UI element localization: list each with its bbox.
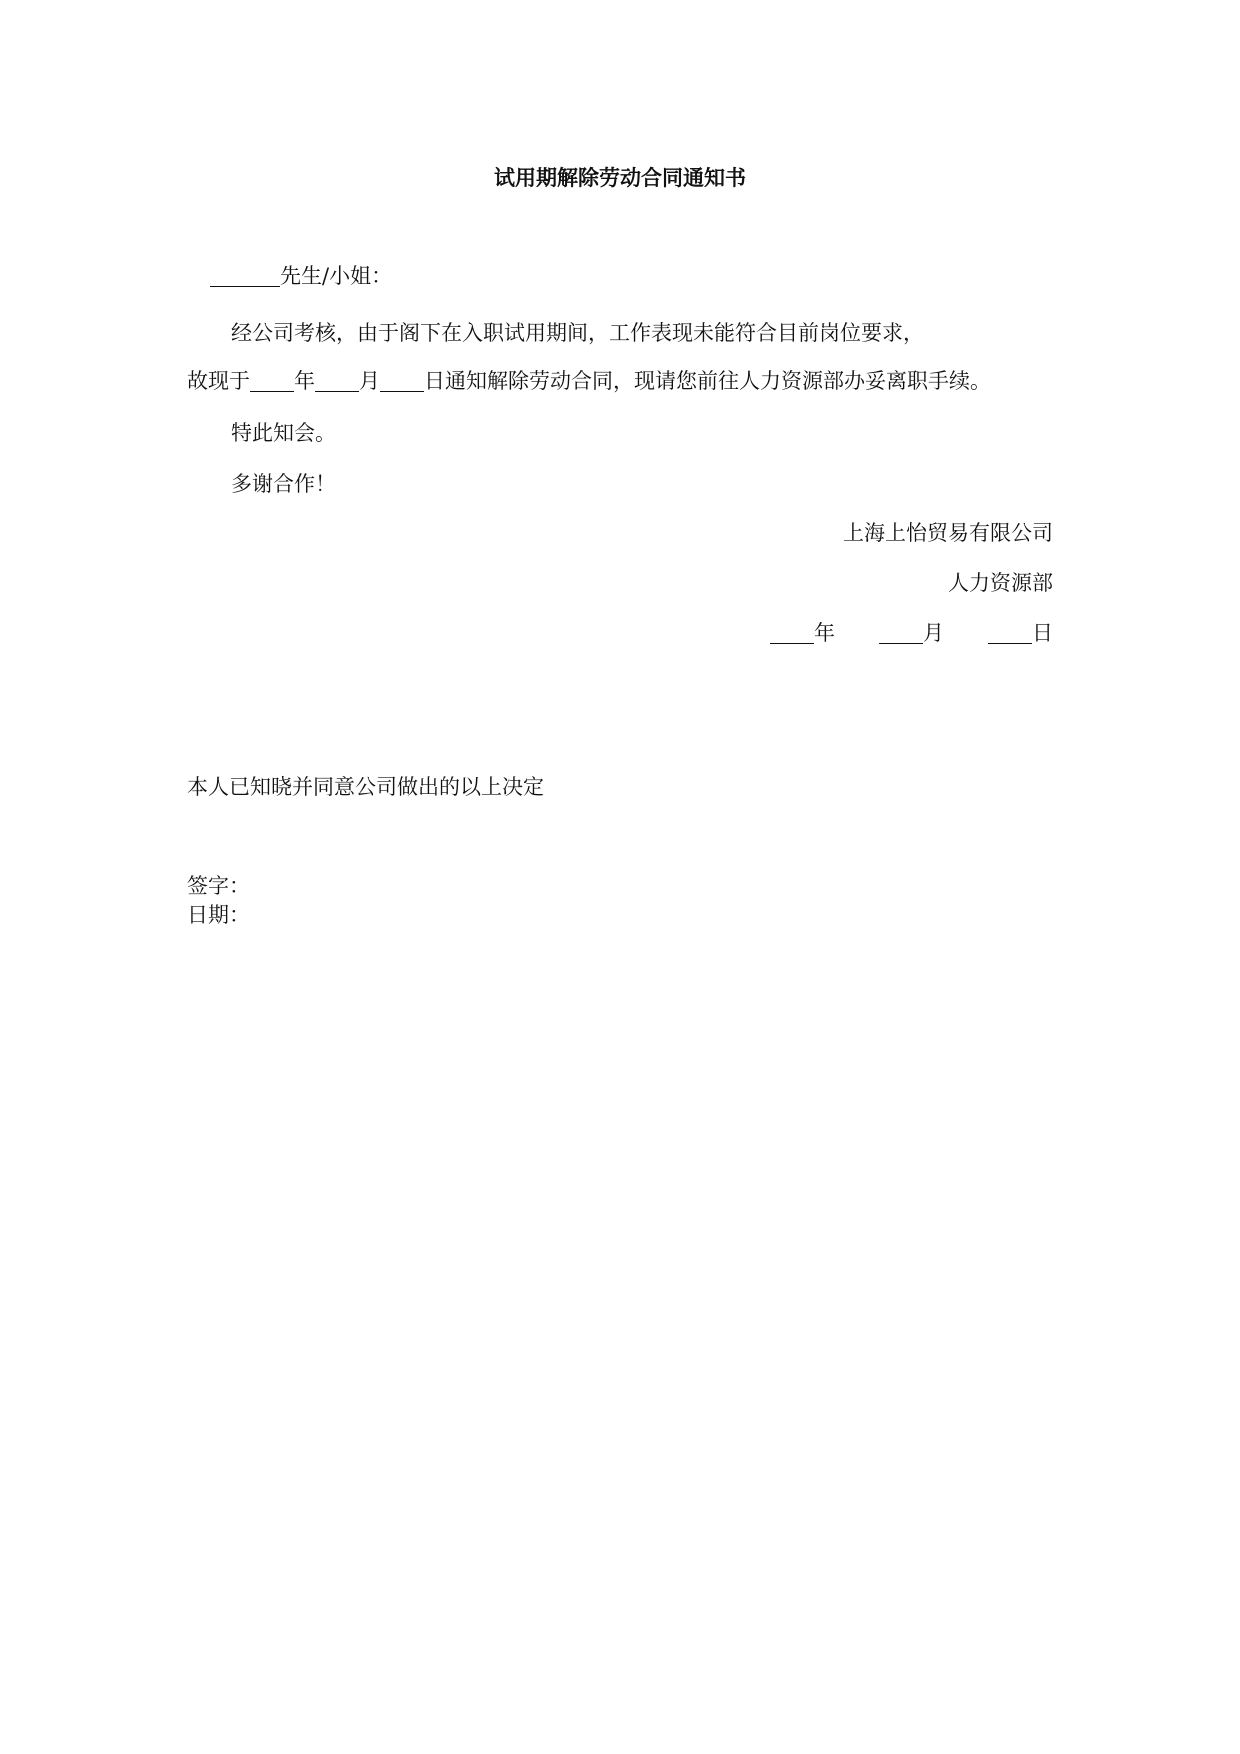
sign-day-label: 日	[1032, 621, 1053, 645]
paragraph-2-suffix: 日通知解除劳动合同，现请您前往人力资源部办妥离职手续。	[424, 369, 991, 393]
signature-label: 签字：	[187, 874, 250, 898]
recipient-name-blank[interactable]	[210, 264, 280, 287]
termination-year-label: 年	[294, 369, 315, 393]
paragraph-1: 经公司考核，由于阁下在入职试用期间，工作表现未能符合目前岗位要求，	[231, 321, 924, 345]
paragraph-2	[187, 366, 991, 396]
sign-year-blank[interactable]	[770, 621, 814, 644]
termination-month-label: 月	[359, 369, 380, 393]
termination-year-blank[interactable]	[250, 369, 294, 392]
department-name: 人力资源部	[948, 571, 1053, 595]
sign-date-line	[770, 618, 1053, 648]
salutation-text: 先生/小姐：	[280, 264, 393, 288]
company-name: 上海上怡贸易有限公司	[843, 521, 1053, 545]
sign-month-blank[interactable]	[879, 621, 923, 644]
date-label: 日期：	[187, 903, 250, 927]
sign-month-label: 月	[923, 621, 944, 645]
salutation-line	[210, 261, 392, 291]
notice-line: 特此知会。	[231, 421, 336, 445]
thanks-line: 多谢合作！	[231, 472, 336, 496]
sign-year-label: 年	[814, 621, 835, 645]
termination-month-blank[interactable]	[315, 369, 359, 392]
document-title: 试用期解除劳动合同通知书	[494, 166, 746, 190]
sign-day-blank[interactable]	[988, 621, 1032, 644]
acknowledgement-line: 本人已知晓并同意公司做出的以上决定	[187, 775, 544, 799]
paragraph-2-prefix: 故现于	[187, 369, 250, 393]
termination-day-blank[interactable]	[380, 369, 424, 392]
